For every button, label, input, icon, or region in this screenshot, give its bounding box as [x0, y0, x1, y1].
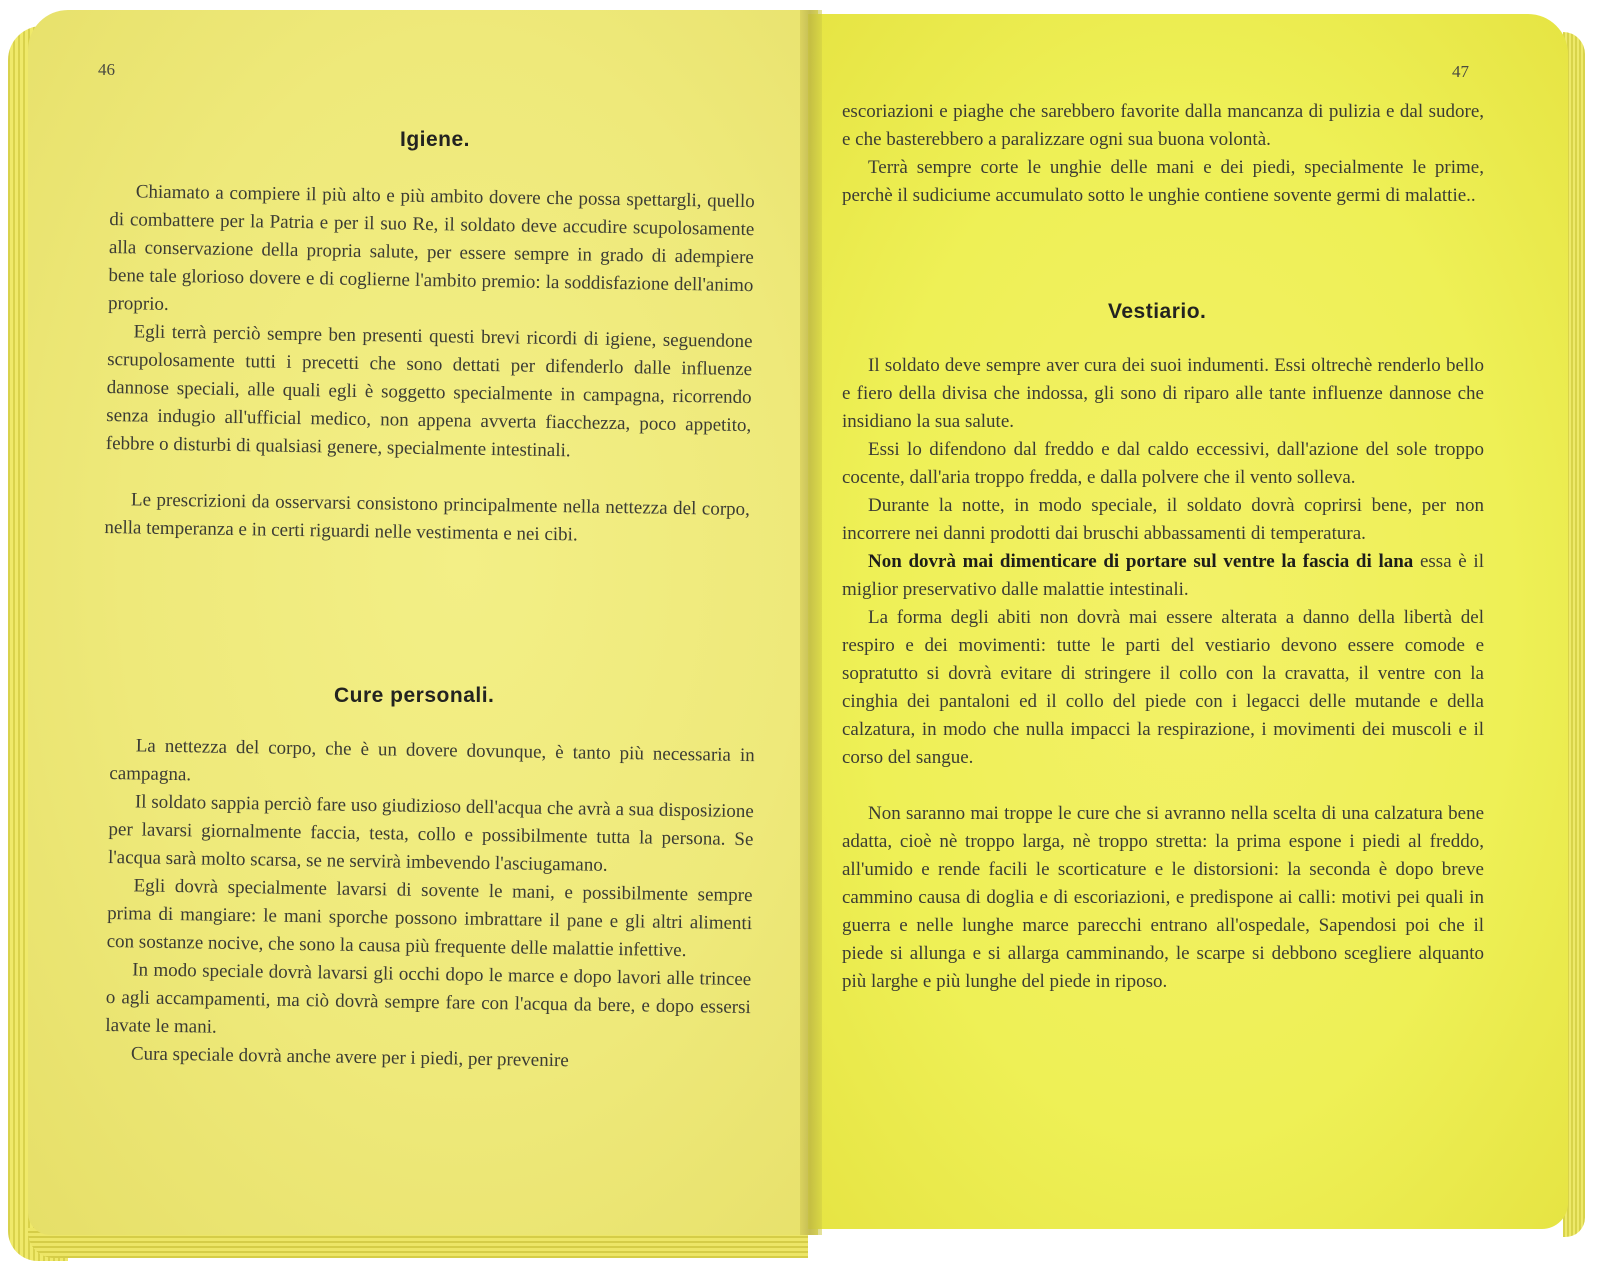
igiene-paragraph-1: Chiamato a compiere il più alto e più ambito dovere che possa spettargli, quello di combattere per la Patria e per il suo Re, il soldato deve accudire scupolosamente alla conservazione della propria salute, per essere sempre in grado di adempiere bene tale glorioso dovere e di coglierne l'ambito premio: la soddisfazione dell'animo proprio. — [107, 181, 755, 315]
cure-paragraph-1: La nettezza del corpo, che è un dovere dovunque, è tanto più necessaria in campagna. — [109, 735, 755, 786]
igiene-paragraph-2: Egli terrà perciò sempre ben presenti questi brevi ricordi di igiene, seguendone scrupolosamente tutti i precetti che sono dettati per difenderlo dalle influenze dannose speciali, alle quali egli è soggetto specialmente in campagna, ricorrendo senza indugio all'ufficial medico, non appena avverta fiacchezza, poco appetito, febbre o disturbi di qualsiasi genere, specialmente intestinali. — [105, 321, 753, 462]
vestiario-paragraph-5: Non saranno mai troppe le cure che si avranno nella scelta di una calzatura bene adatta, cioè nè troppo larga, nè troppo stretta: la prima espone i piedi al freddo, all'umido e rende facili le scorticature e le distorsioni: la seconda è dopo breve cammino causa di doglia e di escoriazioni, e predispone ai calli: motivi pei quali in guerra e nelle lunghe marce parecchi entrano all'ospedale, Sapendosi poi che il piede si allunga e si allarga camminando, le scarpe si debbono scegliere alquanto più larghe e più lunghe del piede in riposo. — [842, 803, 1484, 992]
fascia-di-lana-bold: Non dovrà mai dimenticare di portare sul ventre la fascia di lana — [868, 551, 1414, 572]
continuation-paragraph-2: Terrà sempre corte le unghie delle mani e dei piedi, specialmente le prime, perchè il sudiciume accumulato sotto le unghie contiene sovente germi di malattie.. — [842, 157, 1484, 206]
continuation-paragraph-1: escoriazioni e piaghe che sarebbero favorite dalla mancanza di pulizia e dal sudore, e che basterebbero a paralizzare ogni sua buona volontà. — [842, 101, 1484, 150]
book-gutter — [800, 10, 822, 1235]
heading-igiene: Igiene. — [400, 128, 471, 151]
vestiario-paragraph-4: La forma degli abiti non dovrà mai essere alterata a danno della libertà del respiro e dei movimenti: tutte le parti del vestiario devono essere comode e sopratutto si dovrà evitare di stringere il collo con la cravatta, il ventre con la cinghia dei pantaloni ed il collo del piede con i legacci delle mutande e della calzatura, in modo che nulla impacci la respirazione, i movimenti dei muscoli e il corso del sangue. — [842, 607, 1484, 768]
fascia-di-lana-tail: essa è il miglior preservativo dalle malattie intestinali. — [842, 551, 1484, 600]
vestiario-paragraph-1: Il soldato deve sempre aver cura dei suoi indumenti. Essi oltrechè renderlo bello e fiero della divisa che indossa, gli sono di riparo alle tante influenze dannose che insidiano la sua salute. — [842, 355, 1484, 432]
left-page-number: 46 — [98, 60, 115, 79]
cure-paragraph-2: Il soldato sappia perciò fare uso giudizioso dell'acqua che avrà a sua disposizione per lavarsi giornalmente faccia, testa, collo e possibilmente tutta la persona. Se l'acqua sarà molto scarsa, se ne servirà imbevendo l'asciugamano. — [107, 791, 754, 876]
vestiario-body — [842, 352, 1484, 996]
vestiario-paragraph-3: Durante la notte, in modo speciale, il soldato dovrà coprirsi bene, per non incorrere nei danni prodotti dai bruschi abbassamenti di temperatura. — [842, 495, 1484, 544]
heading-vestiario: Vestiario. — [1108, 300, 1207, 323]
igiene-paragraph-3: Le prescrizioni da osservarsi consistono principalmente nella nettezza del corpo, nella temperanza e in certi riguardi nelle vestimenta e nei cibi. — [104, 489, 751, 546]
cure-paragraph-5: Cura speciale dovrà anche avere per i piedi, per prevenire — [130, 1043, 569, 1072]
cure-paragraph-4: In modo speciale dovrà lavarsi gli occhi dopo le marce e dopo lavori alle trincee o agli accampamenti, ma ciò dovrà sempre fare con l'acqua da bere, e dopo essersi lavate le mani. — [105, 959, 752, 1038]
cure-body — [105, 732, 755, 1078]
continuation-body — [842, 98, 1484, 210]
igiene-body — [104, 178, 755, 552]
heading-cure-personali: Cure personali. — [334, 684, 495, 707]
right-page-number: 47 — [1452, 62, 1469, 81]
vestiario-paragraph-2: Essi lo difendono dal freddo e dal caldo eccessivi, dall'azione del sole troppo cocente, dall'aria troppo fredda, e dalla polvere che il vento solleva. — [842, 439, 1484, 488]
vestiario-bold-paragraph — [842, 548, 1484, 604]
cure-paragraph-3: Egli dovrà specialmente lavarsi di sovente le mani, e possibilmente sempre prima di mangiare: le mani sporche possono imbrattare il pane e gli altri alimenti con sostanze nocive, che sono la causa più frequente delle malattie infettive. — [106, 875, 753, 962]
